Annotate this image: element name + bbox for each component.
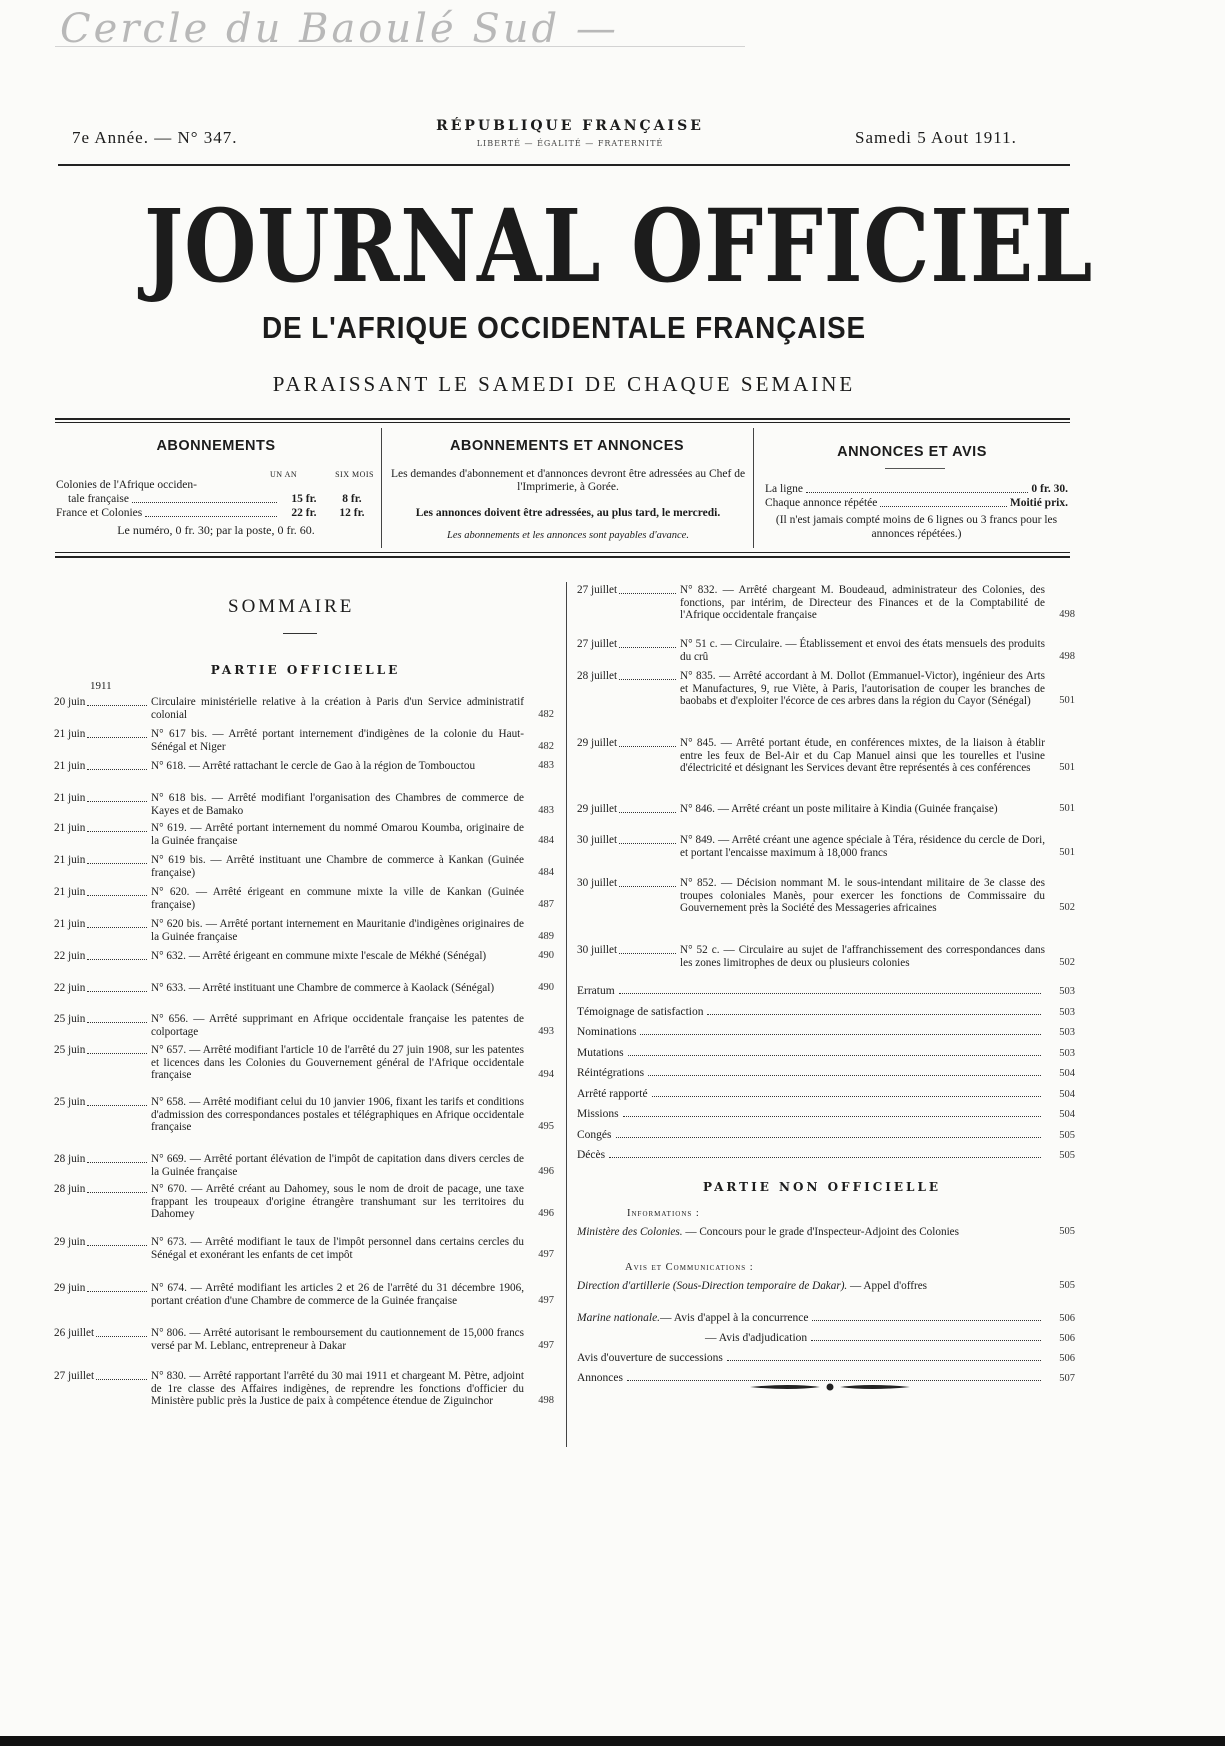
page-number: 483: [538, 760, 554, 771]
ornament-divider: [750, 1380, 910, 1394]
annonces-note: (Il n'est jamais compté moins de 6 lignes ou 3 francs pour les annonces répétées.): [775, 514, 1058, 540]
simple-label: Arrêté rapporté: [577, 1087, 648, 1100]
sommaire-entry: [577, 834, 1075, 859]
sommaire-simple-entry: [577, 1108, 1075, 1120]
entry-date-cell: [54, 728, 151, 753]
sommaire-simple-entry: [577, 1149, 1075, 1161]
direction-text: — Appel d'offres: [847, 1280, 928, 1292]
handwritten-annotation: Cercle du Baoulé Sud —: [60, 6, 619, 52]
avis-communications-subhead: Avis et Communications :: [625, 1262, 754, 1273]
sommaire-entry: [54, 728, 554, 753]
entry-text: N° 835. — Arrêté accordant à M. Dollot (Emmanuel-Victor), ingénieur des Arts et Manufactures, 9, rue Viète, à Paris, l'autorisation de couper les branches de baobabs et d'exploiter l'écorce de ces arbres dans la région du Cayor (Sénégal): [680, 670, 1045, 708]
ligne-label: La ligne: [765, 483, 803, 495]
direction-entry: [577, 1280, 1075, 1293]
page-number: 501: [1059, 846, 1075, 858]
sommaire-entry: [54, 1327, 554, 1352]
entry-date: 21 juin: [54, 792, 86, 804]
page-number: 503: [1059, 1006, 1075, 1018]
marine-text: — Avis d'appel à la concurrence: [660, 1312, 809, 1324]
simple-label: Nominations: [577, 1026, 637, 1038]
issue-date: Samedi 5 Aout 1911.: [855, 128, 1017, 147]
sommaire-entry: [54, 982, 554, 995]
entry-date: 21 juin: [54, 822, 86, 834]
page-number: 489: [538, 930, 554, 942]
entry-date: 30 juillet: [577, 834, 618, 846]
page-number: 504: [1059, 1088, 1075, 1100]
entry-date-cell: [54, 1282, 151, 1307]
entry-date: 28 juin: [54, 1183, 86, 1195]
abonnements-annonces-line2: Les annonces doivent être adressées, au plus tard, le mercredi.: [415, 507, 721, 519]
row2-label: France et Colonies: [56, 507, 143, 519]
page-number: 502: [1059, 902, 1075, 914]
entry-date: 30 juillet: [577, 944, 618, 956]
adjudication-text: — Avis d'adjudication: [705, 1332, 808, 1344]
entry-date: 20 juin: [54, 696, 86, 708]
page-number: 503: [1059, 1027, 1075, 1038]
leader-dots: [87, 854, 147, 864]
simple-label: Erratum: [577, 985, 615, 997]
leader-dots: [811, 1340, 1041, 1341]
entry-text: N° 619 bis. — Arrêté instituant une Chambre de commerce à Kankan (Guinée française): [151, 854, 524, 879]
entry-text: N° 673. — Arrêté modifiant le taux de l'impôt personnel dans certains cercles du Sénégal et exonérant les enfants de cet impôt: [151, 1236, 524, 1261]
sommaire-simple-entry: [577, 1006, 1075, 1018]
page-number: 493: [538, 1025, 554, 1037]
leader-dots: [87, 728, 147, 738]
entry-text: N° 670. — Arrêté créant au Dahomey, sous le nom de droit de pacage, une taxe frappant les troupeaux d'origine étrangère transhumant sur les territoires du Dahomey: [151, 1183, 524, 1221]
abonnements-row-colonies: [56, 478, 376, 537]
leader-dots: [619, 944, 676, 954]
entry-date: 25 juin: [54, 1044, 86, 1056]
leader-dots: [619, 834, 676, 844]
leader-dots: [707, 1014, 1041, 1015]
sommaire-entry: [54, 1183, 554, 1221]
sommaire-entry: [54, 792, 554, 817]
leader-dots: [87, 1236, 147, 1246]
simple-label: Missions: [577, 1108, 619, 1120]
entry-text: N° 656. — Arrêté supprimant en Afrique occidentale française les patentes de colportage: [151, 1013, 524, 1038]
page-number: 507: [1059, 1373, 1075, 1384]
entry-date-cell: [577, 670, 680, 708]
repetee-label: Chaque annonce répétée: [765, 497, 878, 509]
leader-dots: [87, 1013, 147, 1023]
entry-date-cell: [54, 1044, 151, 1082]
entry-date-cell: [577, 834, 680, 859]
row2-un-an: 22 fr.: [291, 507, 317, 519]
leader-dots: [619, 877, 676, 887]
scan-edge: [0, 1736, 1225, 1746]
box-rule-bottom-thin: [55, 552, 1070, 553]
entry-date-cell: [577, 803, 680, 816]
entry-date-cell: [54, 1153, 151, 1178]
abonnements-annonces-heading: ABONNEMENTS ET ANNONCES: [449, 438, 685, 454]
sommaire-entry: [577, 944, 1075, 969]
box-rule-bottom: [55, 556, 1070, 558]
sommaire-entry: [54, 822, 554, 847]
entry-date: 22 juin: [54, 982, 86, 994]
year-label: 1911: [90, 680, 112, 692]
sommaire-simple-entry: [577, 1026, 1075, 1038]
entry-text: N° 806. — Arrêté autorisant le remboursement du cautionnement de 15,000 francs versé par M. Leblanc, entrepreneur à Dakar: [151, 1327, 524, 1352]
page-number: 498: [1059, 609, 1075, 621]
leader-dots: [87, 1153, 147, 1163]
entry-date: 27 juillet: [54, 1370, 95, 1382]
page-number: 497: [538, 1248, 554, 1260]
page-number: 496: [538, 1165, 554, 1177]
entry-date: 21 juin: [54, 886, 86, 898]
leader-dots: [619, 737, 676, 747]
abonnements-annonces-line3: Les abonnements et les annonces sont payables d'avance.: [447, 530, 689, 541]
page-number: 496: [538, 1208, 554, 1220]
leader-dots: [628, 1055, 1041, 1056]
leader-dots: [87, 1044, 147, 1054]
page-number: 490: [538, 982, 554, 993]
sommaire-simple-entry: [577, 1047, 1075, 1059]
row1-six-mois: 8 fr.: [342, 493, 362, 505]
informations-subhead: Informations :: [627, 1208, 700, 1219]
sommaire-entry: [54, 696, 554, 721]
journal-subtitle: DE L'AFRIQUE OCCIDENTALE FRANÇAISE: [261, 310, 867, 345]
leader-dots: [648, 1075, 1041, 1076]
entry-date-cell: [577, 877, 680, 915]
leader-dots: [640, 1034, 1041, 1035]
leader-dots: [619, 803, 676, 813]
leader-dots: [619, 584, 676, 594]
leader-dots: [87, 696, 147, 706]
sommaire-entry: [54, 1044, 554, 1082]
box-divider: [381, 428, 382, 548]
entry-date-cell: [54, 1013, 151, 1038]
page-number: 505: [1059, 1150, 1075, 1161]
leader-dots: [145, 516, 277, 517]
entry-date: 29 juin: [54, 1236, 86, 1248]
page-number: 487: [538, 898, 554, 910]
leader-dots: [87, 1282, 147, 1292]
leader-dots: [806, 492, 1028, 493]
page-number: 484: [538, 834, 554, 846]
entry-date-cell: [54, 1096, 151, 1134]
page-number: 501: [1059, 695, 1075, 707]
marine-italic: Marine nationale.: [577, 1312, 661, 1324]
entry-date: 30 juillet: [577, 877, 618, 889]
page-number: 501: [1059, 762, 1075, 774]
page-number: 506: [1059, 1333, 1075, 1344]
adjudication-entry: [577, 1332, 1075, 1344]
entry-date: 29 juin: [54, 1282, 86, 1294]
row2-six-mois: 12 fr.: [339, 507, 365, 519]
motto: LIBERTÉ — ÉGALITÉ — FRATERNITÉ: [476, 139, 664, 148]
leader-dots: [880, 506, 1006, 507]
year-issue: 7e Année. — N° 347.: [72, 128, 238, 147]
entry-text: N° 674. — Arrêté modifiant les articles 2 et 26 de l'arrêté du 31 décembre 1906, portant création d'une Chambre de commerce de la Guinée française: [151, 1282, 524, 1307]
sommaire-entry: [54, 854, 554, 879]
page-number: 505: [1059, 1280, 1075, 1291]
entry-date-cell: [54, 1327, 151, 1352]
entry-text: N° 832. — Arrêté chargeant M. Boudeaud, administrateur des Colonies, des fonctions, par intérim, de Directeur des Finances et de la Comptabilité de l'Afrique occidentale française: [680, 584, 1045, 622]
sommaire-simple-entry: [577, 985, 1075, 997]
leader-dots: [87, 760, 147, 770]
entry-text: N° 632. — Arrêté érigeant en commune mixte l'escale de Mékhé (Sénégal): [151, 950, 487, 962]
entry-date: 21 juin: [54, 760, 86, 772]
entry-date: 21 juin: [54, 728, 86, 740]
leader-dots: [132, 502, 277, 503]
entry-date: 28 juin: [54, 1153, 86, 1165]
entry-date-cell: [577, 944, 680, 969]
entry-date-cell: [54, 822, 151, 847]
entry-date-cell: [54, 792, 151, 817]
page-number: 495: [538, 1121, 554, 1133]
succession-entry: [577, 1352, 1075, 1364]
page-number: 505: [1059, 1129, 1075, 1141]
entry-date-cell: [54, 950, 151, 963]
info-entry: [577, 1226, 1075, 1239]
page-number: 482: [538, 708, 554, 720]
ligne-price: 0 fr. 30.: [1031, 483, 1068, 495]
abonnements-heading: ABONNEMENTS: [156, 438, 276, 454]
leader-dots: [87, 886, 147, 896]
entry-date-cell: [54, 918, 151, 943]
marine-entry: [577, 1312, 1075, 1324]
page-number: 504: [1059, 1109, 1075, 1120]
simple-label: Congés: [577, 1128, 612, 1141]
entry-date: 27 juillet: [577, 584, 618, 596]
box-divider: [753, 428, 754, 548]
page-number: 502: [1059, 956, 1075, 968]
sommaire-heading: SOMMAIRE: [228, 596, 355, 617]
info-entry-text: — Concours pour le grade d'Inspecteur-Adjoint des Colonies: [682, 1226, 959, 1238]
sommaire-entry: [54, 1236, 554, 1261]
partie-officielle-heading: PARTIE OFFICIELLE: [210, 663, 401, 677]
journal-title: JOURNAL OFFICIEL: [144, 187, 1094, 305]
entry-text: N° 852. — Décision nommant M. le sous-intendant militaire de 3e classe des troupes coloniales Manès, pour exercer les fonctions de Commissaire du Gouvernement près la Société des Messageries africaines: [680, 877, 1045, 915]
entry-date-cell: [54, 696, 151, 721]
leader-dots: [96, 1327, 147, 1337]
page-number: 503: [1059, 1047, 1075, 1059]
entry-date: 22 juin: [54, 950, 86, 962]
simple-label: Réintégrations: [577, 1067, 645, 1079]
repetee-price: Moitié prix.: [1009, 497, 1068, 509]
sommaire-simple-entry: [577, 1067, 1075, 1079]
page-number: 503: [1059, 986, 1075, 997]
sommaire-entry: [577, 803, 1075, 816]
annonces-avis-heading: ANNONCES ET AVIS: [837, 444, 987, 460]
box-rule-top-thin: [55, 422, 1070, 423]
page-number: 506: [1059, 1313, 1075, 1324]
page-number: 497: [538, 1294, 554, 1306]
entry-date: 25 juin: [54, 1096, 86, 1108]
entry-date-cell: [54, 854, 151, 879]
leader-dots: [87, 982, 147, 992]
entry-text: N° 618. — Arrêté rattachant le cercle de Gao à la région de Tombouctou: [151, 760, 476, 772]
leader-dots: [609, 1157, 1041, 1158]
sommaire-entry: [54, 918, 554, 943]
leader-dots: [623, 1116, 1041, 1117]
entry-date: 27 juillet: [577, 638, 618, 650]
annonces-text: Annonces: [577, 1372, 623, 1384]
sommaire-entry: [54, 1370, 554, 1408]
entry-date-cell: [577, 638, 680, 663]
entry-date: 29 juillet: [577, 803, 618, 815]
entry-text: N° 618 bis. — Arrêté modifiant l'organisation des Chambres de commerce de Kayes et de Bamako: [151, 792, 524, 817]
page-number: 504: [1059, 1068, 1075, 1079]
leader-dots: [619, 993, 1041, 994]
sommaire-entry: [577, 584, 1075, 622]
handwriting-underline: [55, 46, 745, 47]
row1-label-b: tale française: [68, 493, 129, 505]
succession-text: Avis d'ouverture de successions: [577, 1352, 723, 1364]
entry-text: N° 830. — Arrêté rapportant l'arrêté du 30 mai 1911 et chargeant M. Pètre, adjoint de 1re classe des Affaires indigènes, de reprendre les fonctions d'officier du Ministère public près la Justice de paix à compétence étendue de Ziguinchor: [151, 1370, 524, 1408]
entry-date: 25 juin: [54, 1013, 86, 1025]
sommaire-entry: [577, 737, 1075, 775]
sommaire-simple-entry: [577, 1129, 1075, 1141]
entry-text: N° 619. — Arrêté portant internement du nommé Omarou Koumba, originaire de la Guinée française: [151, 822, 524, 847]
sommaire-entry: [54, 1282, 554, 1307]
entry-text: N° 51 c. — Circulaire. — Établissement et envoi des états mensuels des produits du crû: [680, 638, 1045, 663]
simple-label: Décès: [577, 1149, 606, 1161]
page-number: 483: [538, 804, 554, 816]
annonces-avis-rule: [885, 468, 945, 469]
leader-dots: [87, 1183, 147, 1193]
entry-text: N° 669. — Arrêté portant élévation de l'impôt de capitation dans divers cercles de la Guinée française: [151, 1153, 524, 1178]
entry-text: Circulaire ministérielle relative à la création à Paris d'un Service administratif colonial: [151, 696, 524, 721]
entry-date-cell: [577, 737, 680, 775]
entry-date-cell: [54, 1183, 151, 1221]
info-entry-italic: Ministère des Colonies.: [577, 1226, 683, 1238]
page-number: 490: [538, 950, 554, 961]
page-number: 484: [538, 866, 554, 878]
entry-text: N° 52 c. — Circulaire au sujet de l'affranchissement des correspondances dans les zones limitrophes de deux ou plusieurs colonies: [680, 944, 1045, 969]
leader-dots: [87, 1096, 147, 1106]
numero-price: Le numéro, 0 fr. 30; par la poste, 0 fr. 60.: [117, 523, 315, 537]
entry-date-cell: [577, 584, 680, 622]
page-number: 506: [1059, 1353, 1075, 1364]
entry-text: N° 849. — Arrêté créant une agence spéciale à Téra, résidence du cercle de Dori, et portant l'encaisse maximum à 18,000 francs: [680, 834, 1045, 859]
sommaire-entry: [54, 1153, 554, 1178]
abonnements-annonces-line1: Les demandes d'abonnement et d'annonces devront être adressées au Chef de l'Imprimerie, à Gorée.: [390, 468, 746, 493]
direction-italic: Direction d'artillerie (Sous-Direction temporaire de Dakar).: [577, 1280, 848, 1292]
entry-date: 29 juillet: [577, 737, 618, 749]
entry-date: 28 juillet: [577, 670, 618, 682]
leader-dots: [87, 950, 147, 960]
leader-dots: [616, 1137, 1042, 1138]
leader-dots: [87, 792, 147, 802]
leader-dots: [619, 670, 676, 680]
col-six-mois: SIX MOIS: [335, 470, 374, 479]
sommaire-simple-entry: [577, 1088, 1075, 1100]
annonces-avis-prices: [765, 482, 1068, 541]
sommaire-entry: [54, 886, 554, 911]
page-number: 501: [1059, 803, 1075, 814]
entry-text: N° 846. — Arrêté créant un poste militaire à Kindia (Guinée française): [680, 803, 998, 815]
sommaire-entry: [54, 760, 554, 773]
entry-date-cell: [54, 1236, 151, 1261]
leader-dots: [727, 1360, 1041, 1361]
entry-text: N° 620 bis. — Arrêté portant internement en Mauritanie d'indigènes originaires de la Guinée française: [151, 918, 524, 943]
sommaire-entry: [54, 1096, 554, 1134]
page-number: 482: [538, 740, 554, 752]
journal-tagline: PARAISSANT LE SAMEDI DE CHAQUE SEMAINE: [272, 372, 856, 396]
page-number: 497: [538, 1339, 554, 1351]
entry-date-cell: [54, 982, 151, 995]
entry-date-cell: [54, 760, 151, 773]
sommaire-entry: [577, 670, 1075, 708]
simple-label: Mutations: [577, 1046, 624, 1059]
column-divider: [566, 582, 567, 1447]
sommaire-entry: [577, 638, 1075, 663]
page-number: 505: [1059, 1226, 1075, 1237]
row1-un-an: 15 fr.: [291, 493, 317, 505]
leader-dots: [96, 1370, 147, 1380]
page-number: 498: [538, 1395, 554, 1407]
sommaire-rule: [283, 633, 317, 634]
box-rule-top: [55, 418, 1070, 420]
leader-dots: [812, 1320, 1041, 1321]
leader-dots: [87, 918, 147, 928]
entry-text: N° 633. — Arrêté instituant une Chambre de commerce à Kaolack (Sénégal): [151, 982, 495, 994]
entry-text: N° 845. — Arrêté portant étude, en conférences mixtes, de la liaison à établir entre les feux de Bel-Air et du Cap Manuel ainsi que les tourelles et l'usine d'électricité et désignant les Services devant être représentés à ces conférences: [680, 737, 1045, 775]
entry-date-cell: [54, 1370, 151, 1408]
entry-date: 26 juillet: [54, 1327, 95, 1339]
col-un-an: UN AN: [270, 470, 298, 479]
leader-dots: [87, 822, 147, 832]
simple-label: Témoignage de satisfaction: [577, 1005, 704, 1018]
entry-date: 21 juin: [54, 918, 86, 930]
leader-dots: [619, 638, 676, 648]
entry-text: N° 620. — Arrêté érigeant en commune mixte la ville de Kankan (Guinée française): [151, 886, 524, 911]
entry-date: 21 juin: [54, 854, 86, 866]
sommaire-entry: [54, 1013, 554, 1038]
sommaire-entry: [577, 877, 1075, 915]
partie-non-officielle-heading: PARTIE NON OFFICIELLE: [702, 1180, 942, 1194]
entry-date-cell: [54, 886, 151, 911]
page-number: 498: [1059, 650, 1075, 662]
entry-text: N° 617 bis. — Arrêté portant internement d'indigènes de la colonie du Haut-Sénégal et Niger: [151, 728, 524, 753]
entry-text: N° 657. — Arrêté modifiant l'article 10 de l'arrêté du 27 juin 1908, sur les patentes et licences dans les Colonies du Gouvernement général de l'Afrique occidentale française: [151, 1044, 524, 1082]
entry-text: N° 658. — Arrêté modifiant celui du 10 janvier 1906, fixant les tarifs et conditions d'admission des correspondances postales et télégraphiques en Afrique occidentale française: [151, 1096, 524, 1134]
leader-dots: [652, 1096, 1041, 1097]
page-number: 494: [538, 1069, 554, 1081]
republic-heading: RÉPUBLIQUE FRANÇAISE: [436, 118, 704, 134]
header-rule: [58, 164, 1070, 166]
row1-label-a: Colonies de l'Afrique occiden-: [56, 479, 197, 491]
sommaire-entry: [54, 950, 554, 963]
